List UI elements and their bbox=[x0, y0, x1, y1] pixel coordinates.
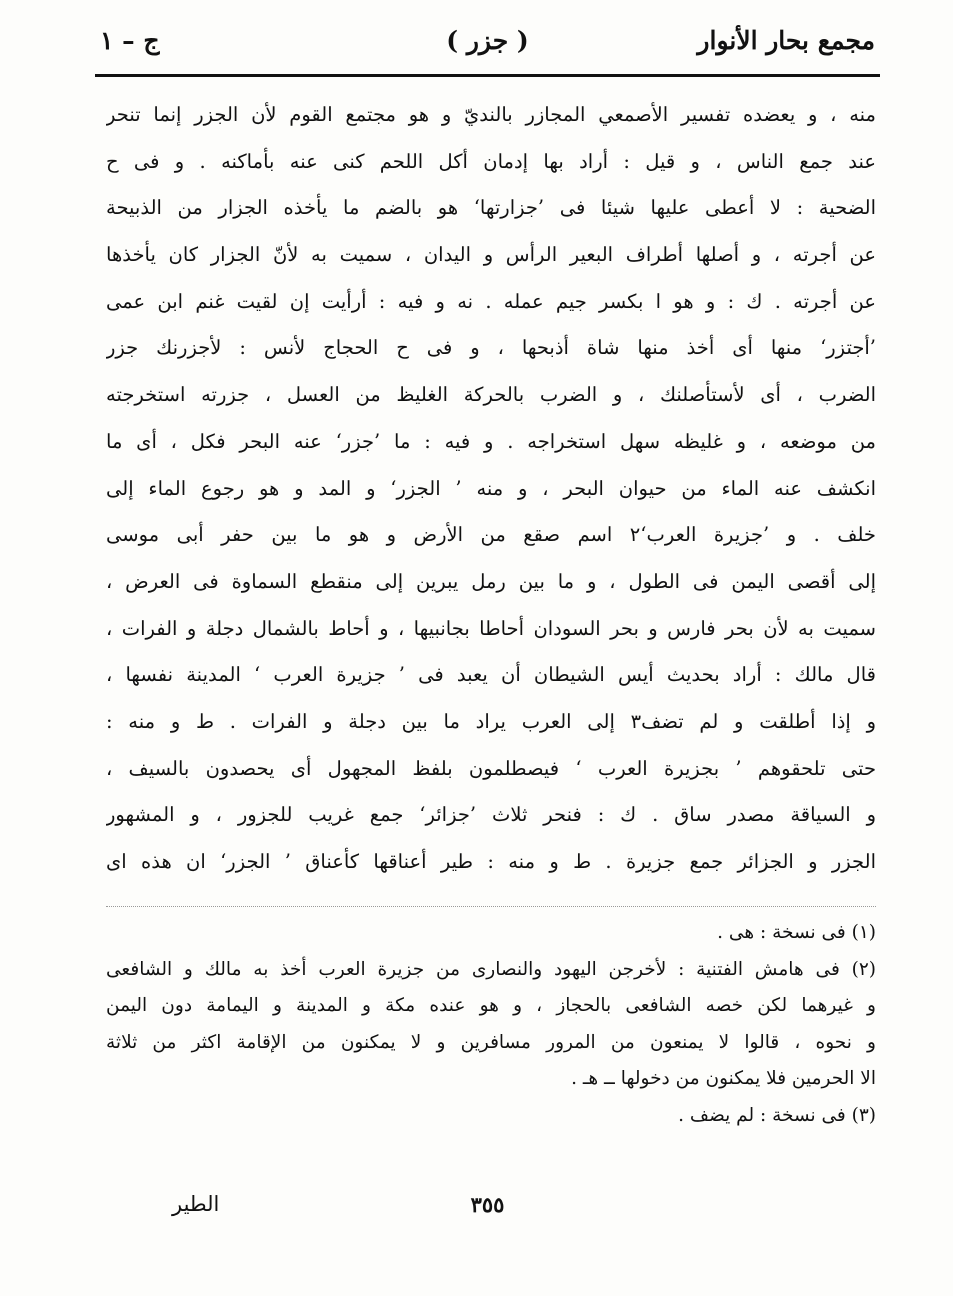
text-line: و إذا أطلقت و لم تضف٣ إلى العرب يراد ما بين دجلة و الفرات . ط و منه : bbox=[106, 709, 876, 733]
footnote-line: الا الحرمين فلا يمكنون من دخولها ــ هـ . bbox=[571, 1068, 876, 1089]
text-line: خلف . و ’جزيرة العرب‘٢ اسم صقع من الأرض و هو ما بين حفر أبى موسى bbox=[106, 523, 876, 547]
header-rule bbox=[95, 74, 880, 77]
text-line: منه ، و يعضده تفسير الأصمعي المجازر بالنديّ و هو مجتمع القوم لأن الجزر إنما تنحر bbox=[106, 103, 876, 126]
entry-root: ( جزر ) bbox=[446, 26, 529, 55]
footnote-line: و نحوه ، قالوا لا يمنعون من المرور مسافرين و لا يمكنون من الإقامة اكثر من ثلاثة bbox=[106, 1031, 876, 1053]
footnote-line: و غيرهما لكن خصه الشافعى بالحجاز ، و هو عنده مكة و المدينة و اليمامة دون اليمن bbox=[106, 995, 876, 1016]
text-line: الجزر و الجزائر جمع جزيرة . ط و منه : طير أعناقها كأعناق ’ الجزر‘ ان هذه اى bbox=[106, 850, 876, 873]
page-number: ٣٥٥ bbox=[470, 1192, 505, 1217]
footnotes bbox=[106, 915, 876, 1134]
page-header bbox=[100, 26, 875, 66]
text-line: عند جمع الناس ، و قيل : أراد بها إدمان أكل اللحم كنى عنه بأماكنه . و فى ح bbox=[106, 149, 876, 173]
text-line: الضرب ، أى لأستأصلنك ، و الضرب بالحركة الغليظ من العسل ، جزرته استخرجته bbox=[106, 383, 876, 407]
text-line: سميت به لأن بحر فارس و بحر السودان أحاطا بجانبيها ، و أحاط بالشمال دجلة و الفرات ، bbox=[106, 616, 876, 640]
catchword: الطير bbox=[172, 1192, 220, 1216]
footnote-separator bbox=[106, 906, 876, 907]
text-line: ’أجتزر‘ منها أى أخذ منها شاة أذبحها ، و فى ح الحجاج لأنس : لأجزرنك جزر bbox=[106, 336, 876, 360]
volume-label: ج – ١ bbox=[100, 26, 160, 55]
footnote-line: (٢) فى هامش الفتنية : لأخرجن اليهود والنصارى من جزيرة العرب أخذ به مالك و الشافعى bbox=[106, 958, 876, 980]
footnote-line: (٣) فى نسخة : لم يضف . bbox=[678, 1104, 876, 1126]
text-line: عن أجرته ، و أصلها أطراف البعير الرأس و اليدان ، سميت به لأنّ الجزار كان يأخذها bbox=[106, 243, 876, 267]
footnote-line: (١) فى نسخة : هى . bbox=[717, 922, 876, 943]
text-line: من موضعه ، و غليظه سهل استخراجه . و فيه : ما ’جزر‘ عنه البحر فكل ، أى ما bbox=[106, 429, 876, 453]
text-line: قال مالك : أراد بحديث أيس الشيطان أن يعبد فى ’ جزيرة العرب ‘ المدينة نفسها ، bbox=[106, 663, 876, 687]
text-line: الضحية : لا أعطى عليها شيئا فى ’جزارتها‘ هو بالضم ما يأخذه الجزار من الذبيحة bbox=[106, 196, 876, 220]
text-line: انكشف عنه الماء من حيوان البحر ، و منه ’ الجزر‘ و المد و هو رجوع الماء إلى bbox=[106, 476, 876, 500]
main-text bbox=[106, 92, 876, 886]
text-line: و السياقة مصدر ساق . ك : فنحر ثلاث ’جزائر‘ جمع غريب للجزور ، و المشهور bbox=[106, 803, 876, 827]
text-line: عن أجرته . ك : و هو ا بكسر جيم عمله . نه و فيه : أرأيت إن لقيت غنم ابن عمى bbox=[106, 289, 876, 313]
page-footer bbox=[100, 1192, 875, 1228]
book-title: مجمع بحار الأنوار bbox=[697, 26, 875, 55]
text-line: حتى تلحقوهم ’ بجزيرة العرب ‘ فيصطلمون بلفظ المجهول أى يحصدون بالسيف ، bbox=[106, 756, 876, 780]
text-line: إلى أقصى اليمن فى الطول ، و ما بين رمل يبرين إلى منقطع السماوة فى العرض ، bbox=[106, 569, 876, 593]
